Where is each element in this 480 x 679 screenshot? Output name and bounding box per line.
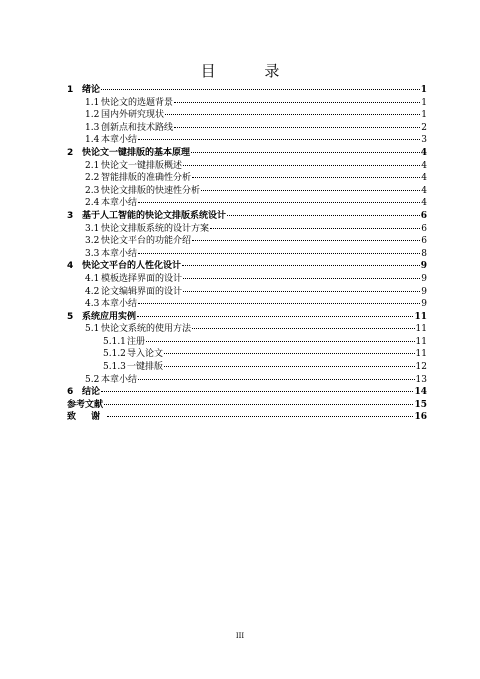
toc-entry-title: 模板选择界面的设计 <box>101 273 183 284</box>
toc-entry-number: 3.3 <box>85 248 100 259</box>
toc-entry[interactable] <box>67 273 427 286</box>
toc-entry-title: 本章小结 <box>101 374 138 385</box>
toc-entry[interactable] <box>67 210 427 223</box>
toc-entry-number: 4.1 <box>85 273 100 284</box>
toc-entry-number: 5.1.1 <box>103 336 126 347</box>
toc-entry-number: 6 <box>67 387 74 398</box>
toc-entry-number: 5.1.3 <box>103 362 126 373</box>
toc-entry-title: 快论文一键排版的基本原理 <box>82 147 191 158</box>
toc-dot-leader <box>101 391 413 392</box>
toc-entry-page: 1 <box>421 97 427 108</box>
toc-entry-page: 3 <box>421 135 427 146</box>
toc-dot-leader <box>138 139 420 140</box>
toc-entry-page: 11 <box>415 324 427 335</box>
toc-entry-title: 智能排版的准确性分析 <box>101 173 192 184</box>
toc-entry-page: 1 <box>421 110 427 121</box>
toc-dot-leader <box>183 165 420 166</box>
toc-entry[interactable] <box>67 235 427 248</box>
toc-dot-leader <box>164 366 415 367</box>
toc-entry-number: 4 <box>67 261 74 272</box>
toc-dot-leader <box>138 379 415 380</box>
toc-entry-page: 4 <box>420 147 427 158</box>
toc-dot-leader <box>174 127 420 128</box>
toc-entry[interactable] <box>67 248 427 261</box>
toc-dot-leader <box>192 177 420 178</box>
toc-entry-title: 系统应用实例 <box>82 311 137 322</box>
toc-dot-leader <box>210 228 420 229</box>
toc-entry-title: 绪论 <box>82 85 101 95</box>
toc-dot-leader <box>227 215 420 216</box>
toc-dot-leader <box>192 328 415 329</box>
toc-entry-number: 5.1 <box>85 324 100 335</box>
toc-dot-leader <box>174 102 420 103</box>
toc-dot-leader <box>183 278 420 279</box>
toc-entry-number: 5.1.2 <box>103 349 126 360</box>
toc-entry-title: 结论 <box>82 387 101 398</box>
toc-entry-number: 2.1 <box>85 160 100 171</box>
toc-entry[interactable] <box>67 134 427 147</box>
toc-entry-number: 2.2 <box>85 173 100 184</box>
toc-entry-title: 快论文平台的人性化设计 <box>82 261 182 272</box>
toc-entry-title: 快论文排版系统的设计方案 <box>101 223 210 234</box>
toc-dot-leader <box>192 240 420 241</box>
toc-entry-number: 1 <box>67 85 74 95</box>
toc-entry-title: 快论文平台的功能介绍 <box>101 236 192 247</box>
toc-entry-page: 9 <box>421 273 427 284</box>
toc-entry-title: 一键排版 <box>127 362 164 373</box>
toc-entry-title: 参考文献 <box>67 399 104 410</box>
toc-entry-number: 1.1 <box>85 97 100 108</box>
toc-entry-number: 2.4 <box>85 198 100 209</box>
toc-entry-page: 15 <box>414 399 427 410</box>
toc-entry-title: 本章小结 <box>101 299 138 310</box>
toc-entry-title: 本章小结 <box>101 135 138 146</box>
toc-entry-page: 13 <box>415 374 427 385</box>
toc-entry[interactable] <box>67 147 427 160</box>
toc-entry[interactable] <box>67 84 427 97</box>
toc-entry[interactable] <box>67 97 427 110</box>
toc-entry-number: 2 <box>67 147 74 158</box>
toc-entry-number: 1.2 <box>85 110 100 121</box>
toc-entry[interactable] <box>67 109 427 122</box>
toc-entry-title: 导入论文 <box>127 349 164 360</box>
toc-entry-page: 2 <box>421 122 427 133</box>
toc-dot-leader <box>101 89 420 90</box>
toc-entry-title: 快论文排版的快速性分析 <box>101 185 201 196</box>
toc-entry[interactable] <box>67 399 427 412</box>
toc-entry-title: 国内外研究现状 <box>101 110 165 121</box>
toc-entry-number: 4.2 <box>85 286 100 297</box>
toc-entry-page: 4 <box>421 160 427 171</box>
toc-entry-page: 16 <box>414 412 427 423</box>
toc-entry-number: 5 <box>67 311 74 322</box>
toc-entry-title: 本章小结 <box>101 198 138 209</box>
toc-entry-page: 6 <box>421 223 427 234</box>
toc-entry[interactable] <box>67 361 427 374</box>
toc-entry-page: 4 <box>421 173 427 184</box>
toc-dot-leader <box>146 341 415 342</box>
toc-entry[interactable] <box>67 172 427 185</box>
toc-entry[interactable] <box>67 298 427 311</box>
toc-entry-page: 8 <box>421 248 427 259</box>
toc-entry[interactable] <box>67 223 427 236</box>
toc-entry-number: 5.2 <box>85 374 100 385</box>
toc-entry-page: 4 <box>421 198 427 209</box>
toc-entry-title: 创新点和技术路线 <box>101 122 174 133</box>
page-title: 目 录 <box>200 62 302 80</box>
toc-dot-leader <box>138 253 420 254</box>
toc-dot-leader <box>164 353 415 354</box>
toc-entry-number: 1.3 <box>85 122 100 133</box>
toc-entry-title: 致 谢 <box>67 412 107 423</box>
toc-entry-page: 14 <box>414 387 427 398</box>
toc-entry-page: 4 <box>421 185 427 196</box>
toc-entry-page: 9 <box>420 261 427 272</box>
toc-entry-page: 1 <box>420 85 427 95</box>
toc-dot-leader <box>138 303 420 304</box>
toc-entry[interactable] <box>67 197 427 210</box>
toc-dot-leader <box>183 291 420 292</box>
toc-entry-page: 9 <box>421 286 427 297</box>
toc-entry[interactable] <box>67 374 427 387</box>
toc-entry-number: 3.2 <box>85 236 100 247</box>
toc-entry-page: 9 <box>421 299 427 310</box>
toc-entry-page: 6 <box>421 236 427 247</box>
toc-entry[interactable] <box>67 411 427 424</box>
page-number: III <box>235 632 245 640</box>
toc-entry-title: 注册 <box>127 336 146 347</box>
toc-entry-number: 3.1 <box>85 223 100 234</box>
toc-dot-leader <box>138 202 420 203</box>
toc-entry-number: 1.4 <box>85 135 100 146</box>
table-of-contents <box>67 84 427 424</box>
toc-dot-leader <box>191 152 420 153</box>
toc-entry[interactable] <box>67 386 427 399</box>
toc-entry[interactable] <box>67 311 427 324</box>
toc-entry[interactable] <box>67 185 427 198</box>
toc-dot-leader <box>165 114 420 115</box>
toc-dot-leader <box>201 190 420 191</box>
toc-dot-leader <box>137 316 413 317</box>
toc-entry-page: 12 <box>415 362 427 373</box>
toc-entry[interactable] <box>67 286 427 299</box>
toc-entry[interactable] <box>67 160 427 173</box>
toc-entry-title: 论文编辑界面的设计 <box>101 286 183 297</box>
toc-entry[interactable] <box>67 122 427 135</box>
toc-entry[interactable] <box>67 348 427 361</box>
toc-entry-page: 11 <box>415 336 427 347</box>
toc-entry[interactable] <box>67 323 427 336</box>
toc-entry-number: 4.3 <box>85 299 100 310</box>
toc-dot-leader <box>104 404 413 405</box>
toc-entry-title: 快论文系统的使用方法 <box>101 324 192 335</box>
toc-entry-title: 快论文一键排版概述 <box>101 160 183 171</box>
toc-entry-number: 3 <box>67 210 74 221</box>
toc-entry-title: 快论文的选题背景 <box>101 97 174 108</box>
toc-entry-title: 基于人工智能的快论文排版系统设计 <box>82 210 227 221</box>
toc-entry-title: 本章小结 <box>101 248 138 259</box>
toc-dot-leader <box>107 416 413 417</box>
toc-entry-page: 6 <box>420 210 427 221</box>
toc-dot-leader <box>182 265 420 266</box>
toc-entry-number: 2.3 <box>85 185 100 196</box>
toc-entry[interactable] <box>67 336 427 349</box>
toc-entry-page: 11 <box>415 349 427 360</box>
toc-entry[interactable] <box>67 260 427 273</box>
toc-entry-page: 11 <box>414 311 427 322</box>
